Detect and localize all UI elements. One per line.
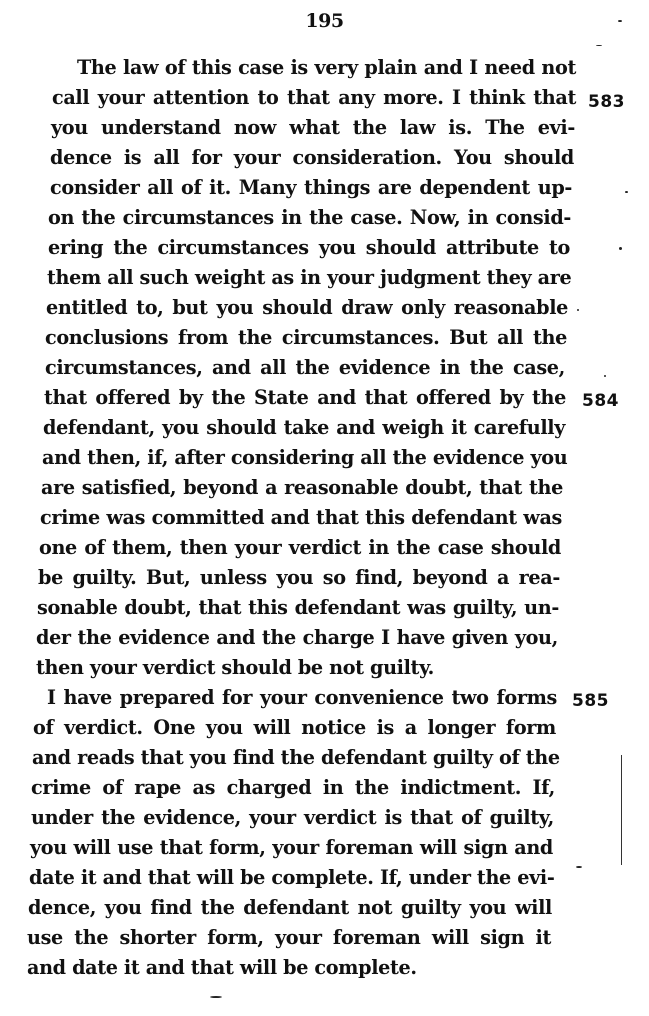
- margin-line-number: 585: [572, 691, 609, 711]
- text-line: der the evidence and the charge I have given you,: [36, 626, 558, 649]
- text-line: you understand now what the law is. The evi-: [51, 116, 575, 139]
- text-line: and date it and that will be complete.: [27, 956, 417, 979]
- scan-artifact: [596, 45, 602, 46]
- text-line: date it and that will be complete. If, under the evi-: [29, 866, 555, 889]
- text-line: them all such weight as in your judgment they are: [47, 266, 572, 289]
- text-line: you will use that form, your foreman will sign and: [30, 836, 553, 859]
- text-line: call your attention to that any more. I think that: [52, 86, 576, 109]
- margin-line-number: 583: [588, 92, 625, 112]
- text-line: under the evidence, your verdict is that of guilty,: [31, 806, 554, 829]
- text-line: consider all of it. Many things are dependent up-: [50, 176, 572, 199]
- text-line: The law of this case is very plain and I need not: [77, 56, 576, 79]
- scan-artifact: [625, 191, 628, 193]
- scan-artifact: [604, 375, 606, 377]
- text-line: defendant, you should take and weigh it carefully: [43, 416, 565, 439]
- scan-artifact: [576, 866, 582, 868]
- scan-artifact: [210, 996, 222, 998]
- text-line: that offered by the State and that offered by the: [44, 386, 566, 409]
- scan-artifact: [619, 247, 622, 250]
- text-line: dence is all for your consideration. You should: [50, 146, 574, 169]
- text-line: crime was committed and that this defendant was: [40, 506, 562, 529]
- text-line: and reads that you find the defendant guilty of the: [32, 746, 560, 769]
- margin-line-number: 584: [582, 391, 619, 411]
- text-line: dence, you find the defendant not guilty you will: [28, 896, 552, 919]
- scan-artifact: [621, 755, 622, 865]
- page-number: 195: [305, 10, 344, 32]
- text-line: entitled to, but you should draw only reasonable: [46, 296, 568, 319]
- text-line: are satisfied, beyond a reasonable doubt, that the: [41, 476, 563, 499]
- text-line: be guilty. But, unless you so find, beyond a rea-: [38, 566, 560, 589]
- scan-artifact: [577, 309, 579, 311]
- text-line: ering the circumstances you should attribute to: [48, 236, 570, 259]
- text-line: use the shorter form, your foreman will sign it: [27, 926, 551, 949]
- text-line: one of them, then your verdict in the case should: [39, 536, 561, 559]
- scan-artifact: [618, 20, 622, 22]
- text-line: of verdict. One you will notice is a longer form: [33, 716, 556, 739]
- text-line: and then, if, after considering all the evidence you: [42, 446, 568, 469]
- text-line: on the circumstances in the case. Now, in consid-: [48, 206, 571, 229]
- text-line: conclusions from the circumstances. But all the: [45, 326, 567, 349]
- text-line: I have prepared for your convenience two forms: [47, 686, 557, 709]
- text-line: circumstances, and all the evidence in the case,: [45, 356, 565, 379]
- text-line: then your verdict should be not guilty.: [36, 656, 434, 679]
- text-line: sonable doubt, that this defendant was guilty, un-: [37, 596, 559, 619]
- text-line: crime of rape as charged in the indictment. If,: [31, 776, 555, 799]
